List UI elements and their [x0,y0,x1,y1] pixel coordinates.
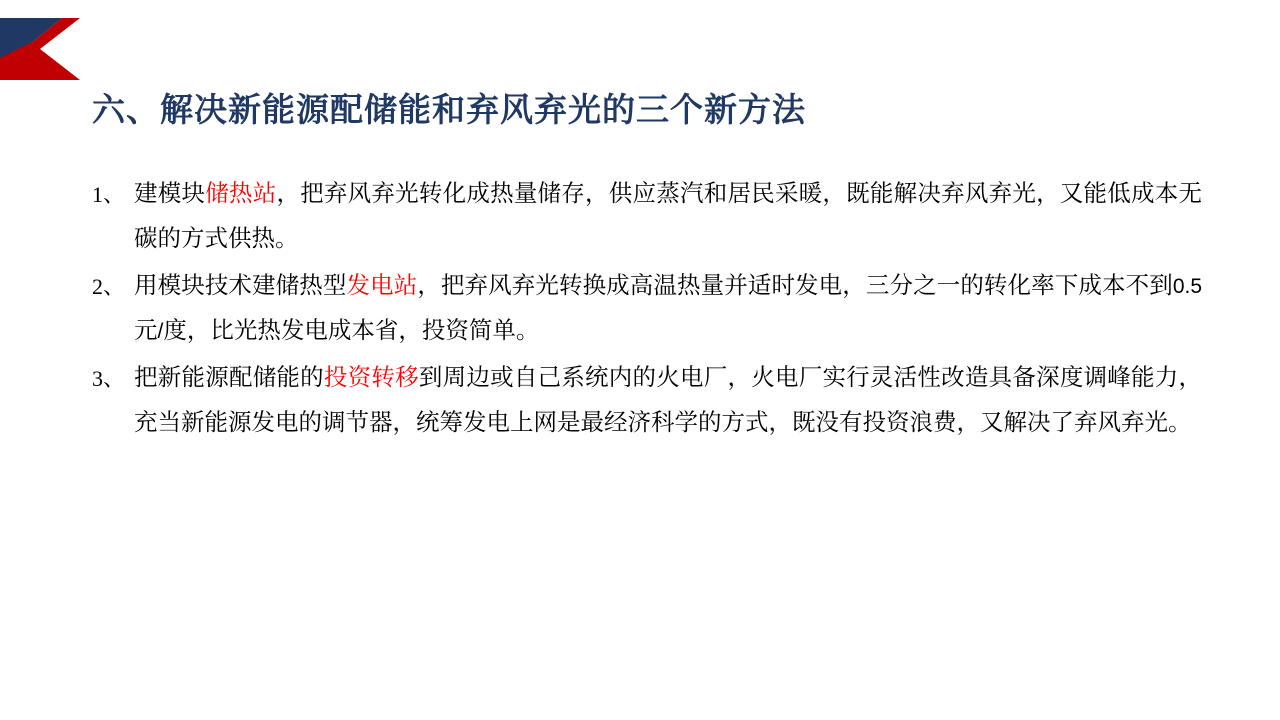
list-item [92,356,1202,446]
text-segment: 用模块技术建储热型 [134,273,347,299]
list-item-text [134,172,1202,262]
text-segment: 元 [134,318,158,344]
text-segment: 到周边或自己系统内的火电厂，火电厂实行灵活性改造具备深度调峰能力，充当新能源发电的调节器，统筹发电上网是最经济科学的方式，既没有投资浪费，又解决了弃风弃光。 [134,365,1203,436]
highlight-segment: 发电站 [346,273,418,299]
content-list [92,172,1202,448]
text-segment-number: / [157,320,164,343]
page-title: 六、解决新能源配储能和弃风弃光的三个新方法 [92,93,806,130]
arrow-flag-icon [0,18,80,80]
list-item-marker: 2、 [92,274,126,299]
text-segment: ，把弃风弃光转换成高温热量并适时发电，三分之一的转化率下成本不到 [417,273,1173,299]
list-item-text [134,356,1202,446]
list-item [92,264,1202,354]
list-item [92,172,1202,262]
list-item-marker: 3、 [92,366,126,391]
text-segment-number: 0.5 [1172,275,1203,298]
list-item-text [134,264,1202,354]
highlight-segment: 储热站 [205,181,277,207]
text-segment: ，把弃风弃光转化成热量储存，供应蒸汽和居民采暖，既能解决弃风弃光，又能低成本无碳的方式供热。 [134,181,1203,252]
highlight-segment: 投资转移 [323,365,419,391]
list-item-marker: 1、 [92,182,126,207]
text-segment: 建模块 [134,181,206,207]
text-segment: 把新能源配储能的 [134,365,324,391]
text-segment: 度，比光热发电成本省，投资简单。 [163,318,540,344]
